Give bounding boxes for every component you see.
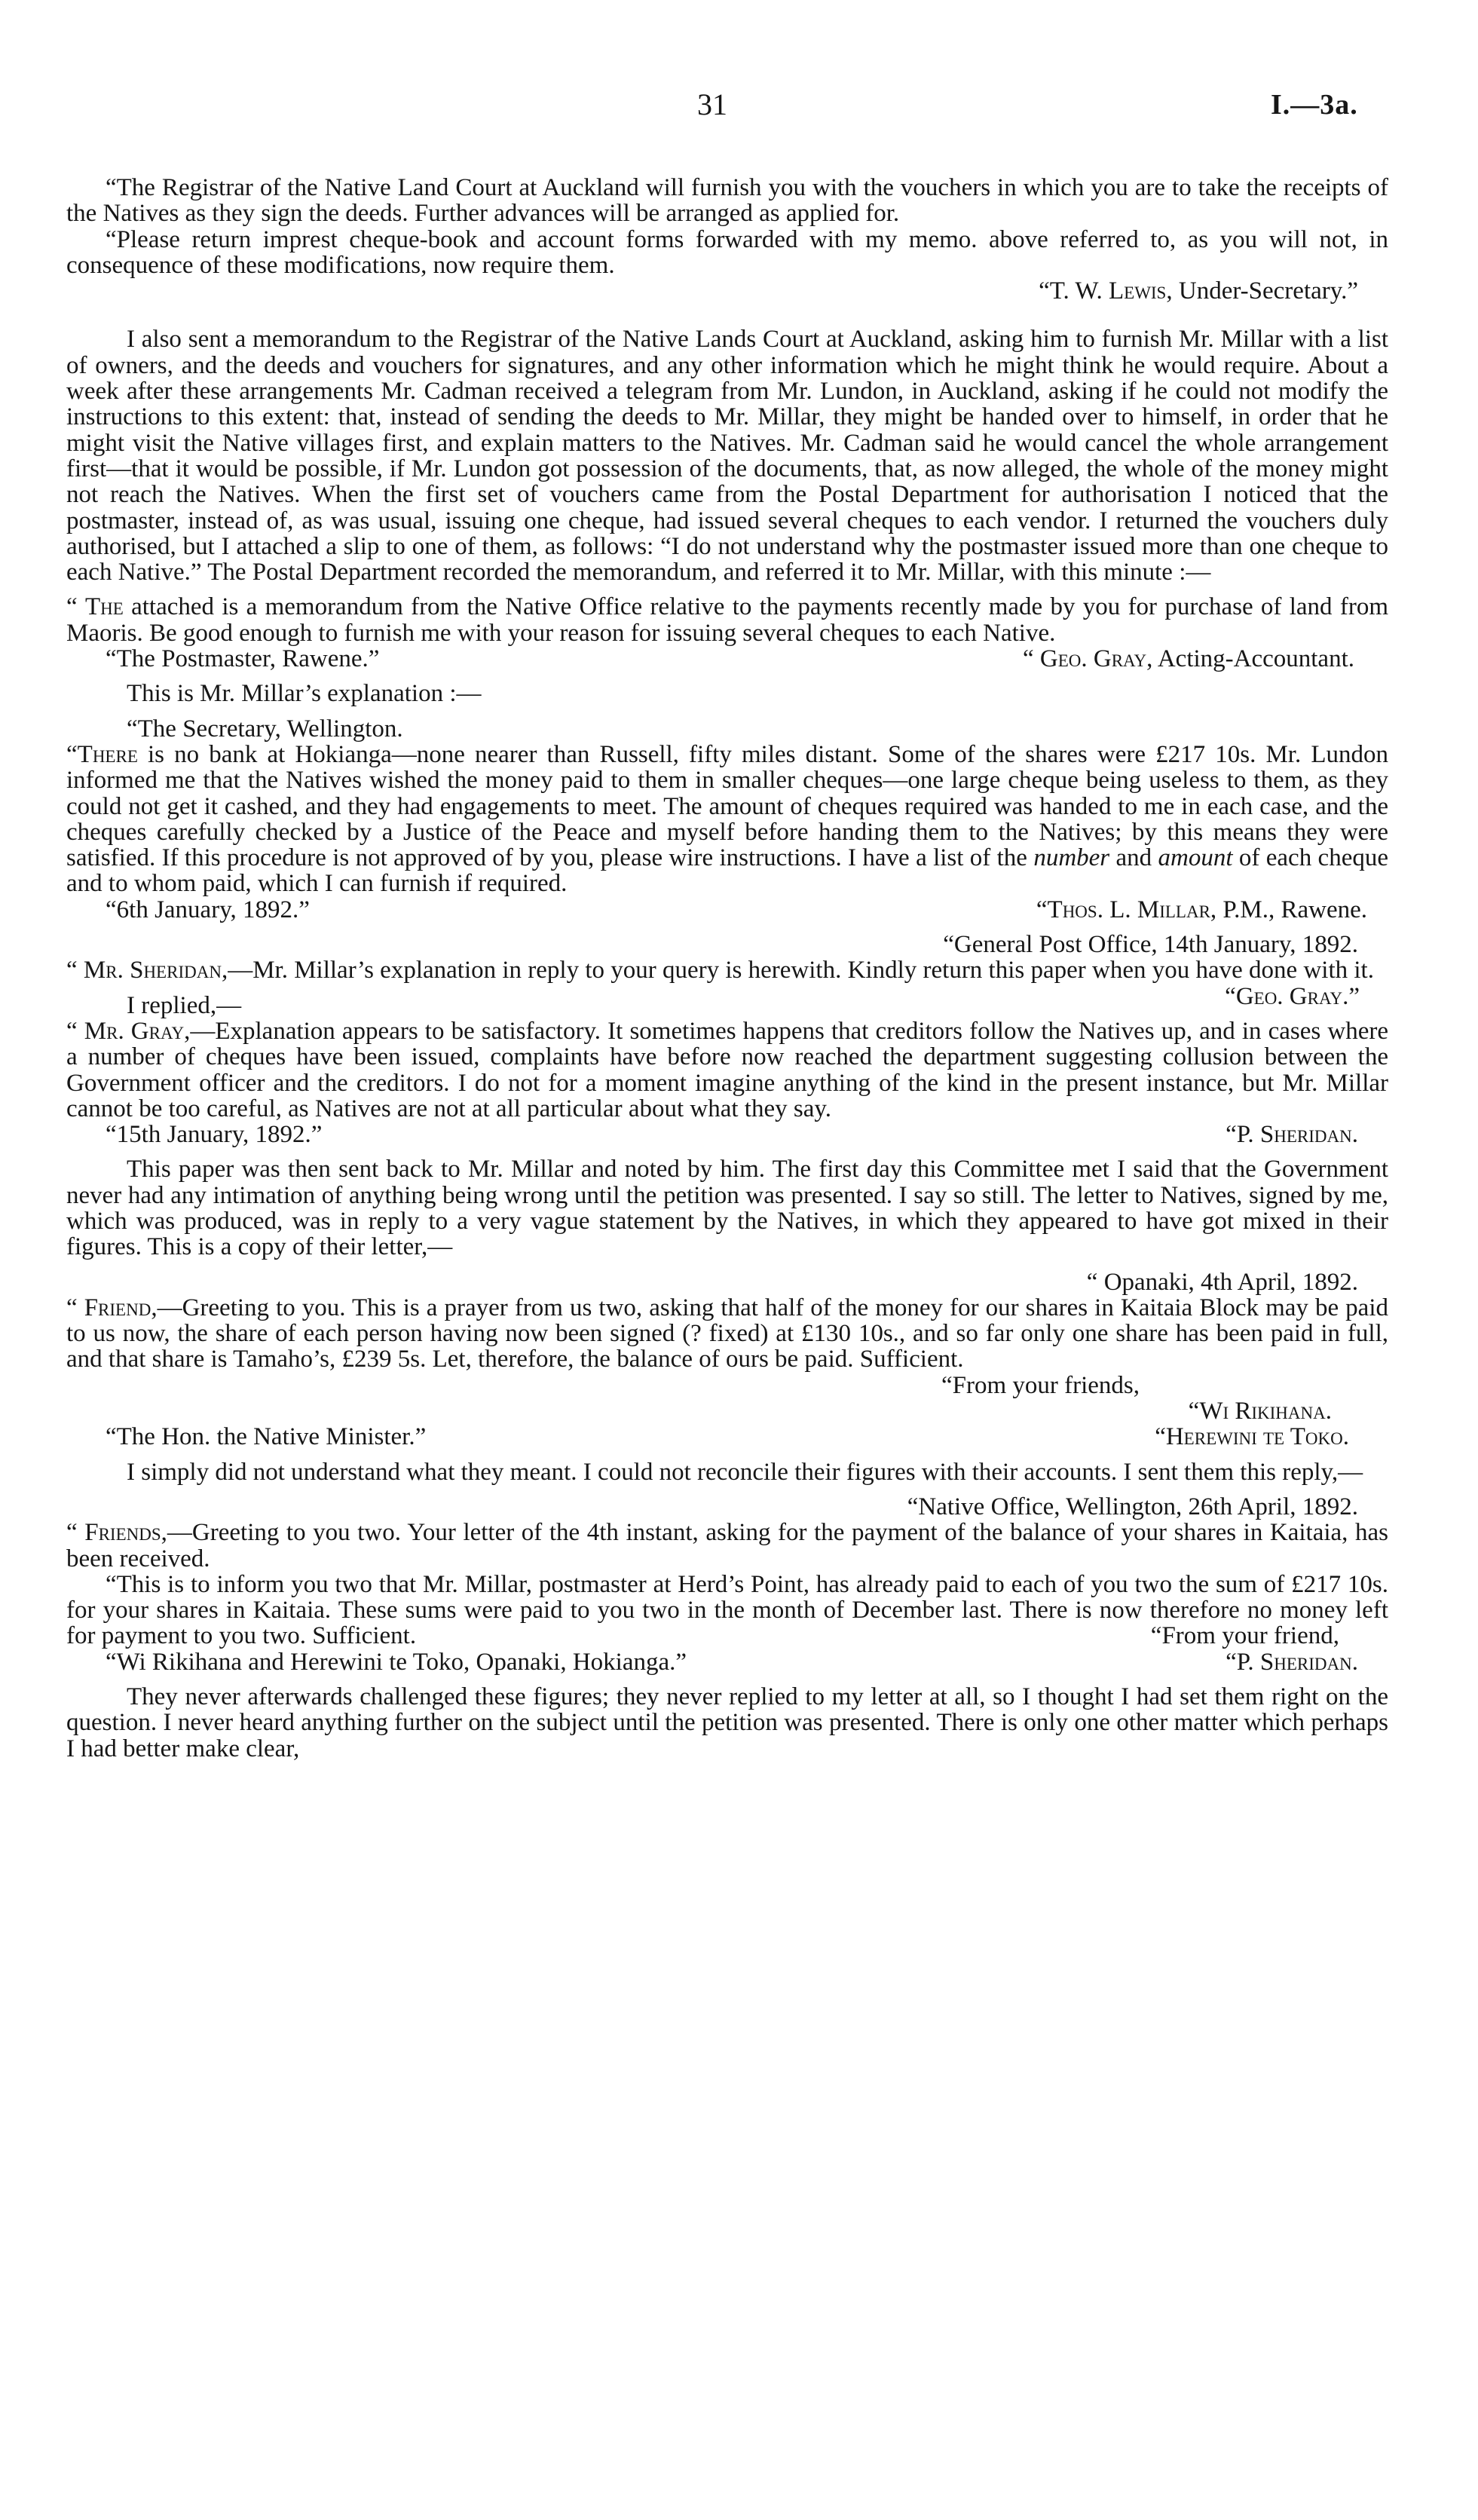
- narrative-paragraph: This paper was then sent back to Mr. Millar and noted by him. The first day this Committee met I said that the Government never had any intimation of anything being wrong until the petition was presented. I say so still. The letter to Natives, signed by me, which was produced, was in reply to a very vague statement by the Natives, in which they appeared to have got mixed in their figures. This is a copy of their letter,—: [66, 1156, 1388, 1261]
- letter-paragraph: “The Registrar of the Native Land Court at Auckland will furnish you with the vouchers in which you are to take the receipts of the Natives as they sign the deeds. Further advances will be arranged as applied for.: [66, 174, 1388, 228]
- letter-footer: “The Hon. the Native Minister.” “Herewini te Toko.: [106, 1423, 1349, 1451]
- page-number: 31: [697, 87, 727, 121]
- dateline: “Native Office, Wellington, 26th April, 1892.: [907, 1493, 1358, 1520]
- dateline: “General Post Office, 14th January, 1892.: [943, 931, 1358, 959]
- reply-footer: “15th January, 1892.” “P. Sheridan.: [106, 1121, 1358, 1149]
- signature-rikihana: “Wi Rikihana.: [1188, 1398, 1332, 1425]
- narrative-line: This is Mr. Millar’s explanation :—: [127, 680, 482, 708]
- narrative-line: I replied,—: [127, 991, 242, 1019]
- explanation-footer: “6th January, 1892.” “Thos. L. Millar, P.M., Rawene.: [106, 896, 1367, 923]
- memo-paragraph: “ The attached is a memorandum from the Native Office relative to the payments recently made by you for purchase of land from Maoris. Be good enough to furnish me with your reason for issuing several cheques to each Native.: [66, 593, 1388, 647]
- dateline: “ Opanaki, 4th April, 1892.: [1086, 1268, 1358, 1296]
- closing: “From your friends,: [941, 1371, 1140, 1399]
- memo-paragraph: “ Mr. Sheridan,—Mr. Millar’s explanation in reply to your query is herewith. Kindly return this paper when you have done with it. “Geo. Gray.”: [66, 957, 1374, 1010]
- text-column: [66, 175, 1388, 1762]
- signature-lewis: “T. W. Lewis, Under-Secretary.”: [1039, 277, 1358, 305]
- letter-paragraph: “ Friend,—Greeting to you. This is a prayer from us two, asking that half of the money for our shares in Kaitaia Block may be paid to us now, the share of each person having now been signed (? fixed) at £130 10s., and so far only one share has been paid in full, and that share is Tamaho’s, £239 5s. Let, therefore, the balance of ours be paid. Sufficient.: [66, 1294, 1388, 1373]
- letter-paragraph: “ Friends,—Greeting to you two. Your letter of the 4th instant, asking for the payment of the balance of your shares in Kaitaia, has been received.: [66, 1519, 1388, 1572]
- narrative-paragraph: I simply did not understand what they meant. I could not reconcile their figures with their accounts. I sent them this reply,—: [127, 1458, 1363, 1486]
- narrative-paragraph: I also sent a memorandum to the Registrar of the Native Lands Court at Auckland, asking him to furnish Mr. Millar with a list of owners, and the deeds and vouchers for signatures, and any other information which he might think he would require. About a week after these arrangements Mr. Cadman received a telegram from Mr. Lundon, in Auckland, asking if he could not modify the instructions to this extent: that, instead of sending the deeds to Mr. Millar, they might be handed over to himself, in order that he might visit the Native villages first, and explain matters to the Natives. Mr. Cadman said he would cancel the whole arrangement first—that it would be possible, if Mr. Lundon got possession of the documents, that, as now alleged, the whole of the money might not reach the Natives. When the first set of vouchers came from the Postal Department for authorisation I noticed that the postmaster, instead of, as was usual, issuing one cheque, had issued several cheques to each vendor. I returned the vouchers duly authorised, but I attached a slip to one of them, as follows: “I do not understand why the postmaster issued more than one cheque to each Native.” The Postal Department recorded the memorandum, and referred it to Mr. Millar, with this minute :—: [66, 326, 1388, 586]
- salutation: “The Secretary, Wellington.: [127, 715, 403, 743]
- narrative-paragraph: They never afterwards challenged these figures; they never replied to my letter at all, so I thought I had set them right on the question. I never heard anything further on the subject until the petition was presented. There is only one other matter which perhaps I had better make clear,: [66, 1683, 1388, 1762]
- letter-footer: “Wi Rikihana and Herewini te Toko, Opanaki, Hokianga.” “P. Sheridan.: [106, 1648, 1358, 1676]
- letter-paragraph: “This is to inform you two that Mr. Millar, postmaster at Herd’s Point, has already paid to each of you two the sum of £217 10s. for your shares in Kaitaia. These sums were paid to you two in the month of December last. There is now therefore no money left for payment to you two. Sufficient. “From your friend,: [66, 1570, 1388, 1650]
- letter-paragraph: “Please return imprest cheque-book and account forms forwarded with my memo. above referred to, as you will not, in consequence of these modifications, now require them.: [66, 225, 1388, 279]
- document-reference: I.—3a.: [1271, 89, 1358, 121]
- memo-footer: “The Postmaster, Rawene.” “ Geo. Gray, Acting-Accountant.: [106, 645, 1354, 673]
- explanation-paragraph: “There is no bank at Hokianga—none nearer than Russell, fifty miles distant. Some of the shares were £217 10s. Mr. Lundon informed me that the Natives wished the money paid to them in smaller cheques—one large cheque being useless to them, as they could not get it cashed, and they had engagements to meet. The amount of cheques required was handed to me in each case, and the cheques carefully checked by a Justice of the Peace and myself before handing them to the Natives; by this means they were satisfied. If this procedure is not approved of by you, please wire instructions. I have a list of the number and amount of each cheque and to whom paid, which I can furnish if required.: [66, 740, 1388, 898]
- reply-paragraph: “ Mr. Gray,—Explanation appears to be satisfactory. It sometimes happens that creditors follow the Natives up, and in cases where a number of cheques have been issued, complaints have before now reached the department suggesting collusion between the Government officer and the creditors. I do not for a moment imagine anything of the kind in the present instance, but Mr. Millar cannot be too careful, as Natives are not at all particular about what they say.: [66, 1017, 1388, 1122]
